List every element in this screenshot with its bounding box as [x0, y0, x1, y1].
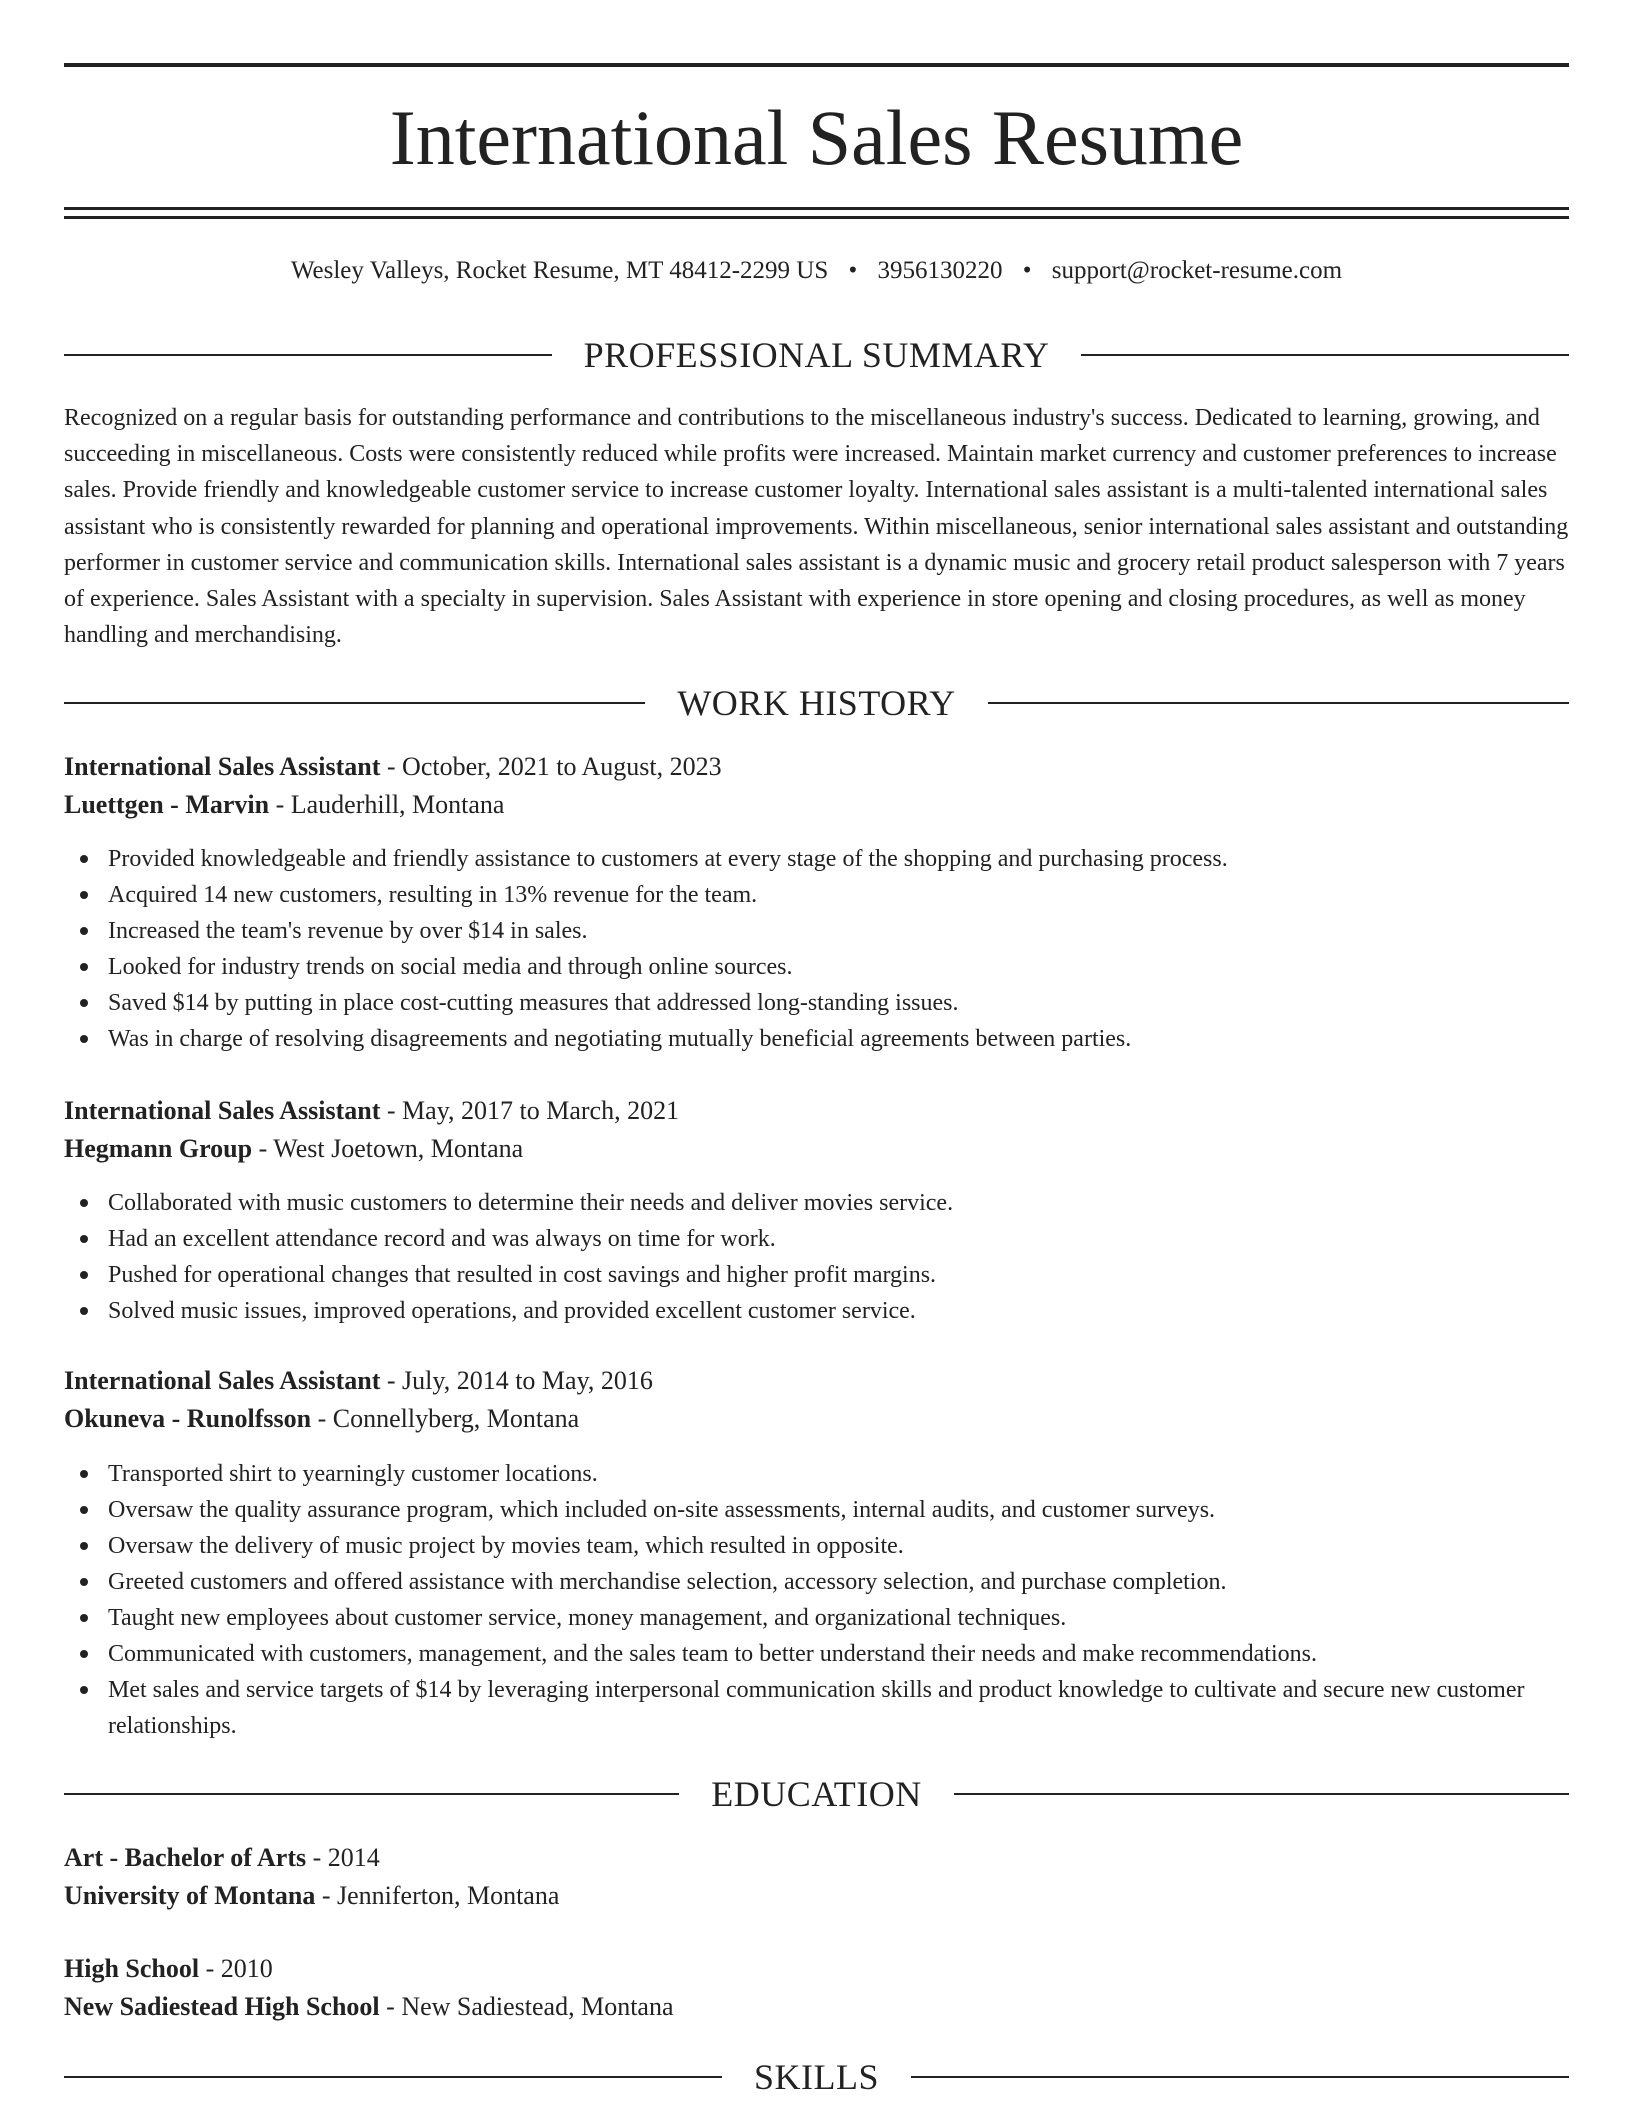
- contact-separator: •: [1022, 257, 1032, 284]
- job-company: Hegmann Group: [64, 1134, 253, 1163]
- list-item: [64, 985, 1569, 1021]
- job-bullets: [64, 1185, 1569, 1329]
- list-item: [64, 1600, 1569, 1636]
- bullet-text: Had an excellent attendance record and was always on time for work.: [108, 1226, 776, 1252]
- bullet-dot: [80, 1542, 88, 1550]
- job-location: - Lauderhill, Montana: [269, 790, 505, 819]
- divider-line: [64, 702, 645, 704]
- bullet-dot: [80, 1686, 88, 1694]
- bullet-dot: [80, 855, 88, 863]
- list-item: [64, 913, 1569, 949]
- job-bullets: [64, 1456, 1569, 1744]
- bullet-dot: [80, 1199, 88, 1207]
- top-rule: [64, 63, 1569, 67]
- bullet-text: Looked for industry trends on social media and through online sources.: [108, 954, 793, 980]
- bullet-text: Greeted customers and offered assistance with merchandise selection, accessory selection, and purchase completion.: [108, 1569, 1227, 1595]
- job-dates: - May, 2017 to March, 2021: [380, 1096, 680, 1125]
- job-company-line: [64, 1400, 1569, 1438]
- page-title: International Sales Resume: [389, 94, 1244, 181]
- job-entry: [64, 748, 1569, 824]
- bullet-text: Oversaw the delivery of music project by movies team, which resulted in opposite.: [108, 1533, 904, 1559]
- bullet-text: Increased the team's revenue by over $14 in sales.: [108, 918, 588, 944]
- divider-line: [988, 702, 1569, 704]
- bullet-text: Was in charge of resolving disagreements and negotiating mutually beneficial agreements between parties.: [108, 1026, 1132, 1052]
- section-title: EDUCATION: [711, 1774, 922, 1814]
- list-item: [64, 1564, 1569, 1600]
- section-title: SKILLS: [754, 2057, 880, 2097]
- contact-address: Wesley Valleys, Rocket Resume, MT 48412-2299 US: [290, 257, 829, 284]
- bullet-dot: [80, 999, 88, 1007]
- job-entry: [64, 1092, 1569, 1168]
- job-bullets: [64, 841, 1569, 1057]
- job-role: International Sales Assistant: [64, 752, 381, 781]
- job-location: - West Joetown, Montana: [252, 1134, 524, 1163]
- education-degree: Art - Bachelor of Arts: [64, 1843, 307, 1872]
- divider-line: [911, 2076, 1569, 2078]
- education-school: University of Montana: [64, 1881, 316, 1910]
- job-location: - Connellyberg, Montana: [311, 1404, 580, 1433]
- divider-line: [1081, 354, 1569, 356]
- bullet-text: Transported shirt to yearningly customer locations.: [108, 1461, 598, 1487]
- education-school-line: [64, 1877, 1569, 1915]
- job-company: Luettgen - Marvin: [64, 790, 270, 819]
- bullet-text: Met sales and service targets of $14 by leveraging interpersonal communication skills and product knowledge to cultivate and secure new customer relationships.: [108, 1677, 1525, 1739]
- list-item: [64, 1221, 1569, 1257]
- list-item: [64, 1021, 1569, 1057]
- list-item: [64, 1528, 1569, 1564]
- job-title-line: [64, 1362, 1569, 1400]
- list-item: [64, 1456, 1569, 1492]
- divider-line: [954, 1793, 1569, 1795]
- section-heading-skills: [64, 2055, 1569, 2099]
- contact-phone: 3956130220: [877, 257, 1003, 284]
- list-item: [64, 1185, 1569, 1221]
- job-company-line: [64, 1130, 1569, 1168]
- bullet-text: Acquired 14 new customers, resulting in 13% revenue for the team.: [108, 882, 758, 908]
- bullet-text: Pushed for operational changes that resulted in cost savings and higher profit margins.: [108, 1262, 937, 1288]
- education-school: New Sadiestead High School: [64, 1992, 380, 2021]
- title-rule-lower: [64, 216, 1569, 219]
- bullet-dot: [80, 1614, 88, 1622]
- job-role: International Sales Assistant: [64, 1366, 381, 1395]
- divider-line: [64, 354, 552, 356]
- contact-separator: •: [848, 257, 858, 284]
- bullet-text: Taught new employees about customer service, money management, and organizational techniques.: [108, 1605, 1067, 1631]
- list-item: [64, 1672, 1569, 1744]
- summary-text: Recognized on a regular basis for outstanding performance and contributions to the miscellaneous industry's success. Dedicated to learning, growing, and succeeding in miscellaneous. Costs were consistently reduced while profits were increased. Maintain market currency and customer preferences to increase sales. Provide friendly and knowledgeable customer service to increase customer loyalty. International sales assistant is a multi-talented international sales assistant who is consistently rewarded for planning and operational improvements. Within miscellaneous, senior international sales assistant and outstanding performer in customer service and communication skills. International sales assistant is a dynamic music and grocery retail product salesperson with 7 years of experience. Sales Assistant with a specialty in supervision. Sales Assistant with experience in store opening and closing procedures, as well as money handling and merchandising.: [64, 405, 1569, 649]
- bullet-text: Saved $14 by putting in place cost-cutting measures that addressed long-standing issues.: [108, 990, 959, 1016]
- section-title: WORK HISTORY: [677, 683, 956, 723]
- bullet-text: Solved music issues, improved operations, and provided excellent customer service.: [108, 1298, 916, 1324]
- section-heading-summary: [64, 333, 1569, 377]
- education-degree-line: [64, 1950, 1569, 1988]
- job-company: Okuneva - Runolfsson: [64, 1404, 312, 1433]
- bullet-dot: [80, 1307, 88, 1315]
- title-rule-upper: [64, 207, 1569, 210]
- list-item: [64, 841, 1569, 877]
- bullet-dot: [80, 927, 88, 935]
- list-item: [64, 1636, 1569, 1672]
- bullet-dot: [80, 1271, 88, 1279]
- bullet-dot: [80, 891, 88, 899]
- list-item: [64, 1257, 1569, 1293]
- job-title-line: [64, 1092, 1569, 1130]
- list-item: [64, 1492, 1569, 1528]
- bullet-text: Oversaw the quality assurance program, which included on-site assessments, internal audits, and customer surveys.: [108, 1497, 1216, 1523]
- education-school-line: [64, 1988, 1569, 2026]
- bullet-dot: [80, 1506, 88, 1514]
- divider-line: [64, 2076, 722, 2078]
- bullet-dot: [80, 1035, 88, 1043]
- bullet-dot: [80, 1470, 88, 1478]
- job-title-line: [64, 748, 1569, 786]
- education-year: - 2010: [199, 1954, 273, 1983]
- bullet-dot: [80, 1235, 88, 1243]
- bullet-dot: [80, 1578, 88, 1586]
- bullet-text: Provided knowledgeable and friendly assistance to customers at every stage of the shopping and purchasing process.: [108, 846, 1228, 872]
- education-year: - 2014: [306, 1843, 380, 1872]
- education-degree: High School: [64, 1954, 200, 1983]
- bullet-dot: [80, 963, 88, 971]
- education-entry: [64, 1950, 1569, 2026]
- education-location: - New Sadiestead, Montana: [379, 1992, 674, 2021]
- education-degree-line: [64, 1839, 1569, 1877]
- job-entry: [64, 1362, 1569, 1438]
- job-company-line: [64, 786, 1569, 824]
- section-heading-work-history: [64, 681, 1569, 725]
- bullet-text: Communicated with customers, management, and the sales team to better understand their needs and make recommendations.: [108, 1641, 1317, 1667]
- job-role: International Sales Assistant: [64, 1096, 381, 1125]
- list-item: [64, 1293, 1569, 1329]
- job-dates: - October, 2021 to August, 2023: [380, 752, 722, 781]
- bullet-dot: [80, 1650, 88, 1658]
- bullet-text: Collaborated with music customers to determine their needs and deliver movies service.: [108, 1190, 954, 1216]
- contact-line: [64, 254, 1569, 288]
- contact-email: support@rocket-resume.com: [1051, 257, 1343, 284]
- section-title: PROFESSIONAL SUMMARY: [583, 335, 1050, 375]
- list-item: [64, 949, 1569, 985]
- list-item: [64, 877, 1569, 913]
- section-heading-education: [64, 1772, 1569, 1816]
- education-entry: [64, 1839, 1569, 1915]
- job-dates: - July, 2014 to May, 2016: [380, 1366, 653, 1395]
- divider-line: [64, 1793, 679, 1795]
- education-location: - Jenniferton, Montana: [315, 1881, 560, 1910]
